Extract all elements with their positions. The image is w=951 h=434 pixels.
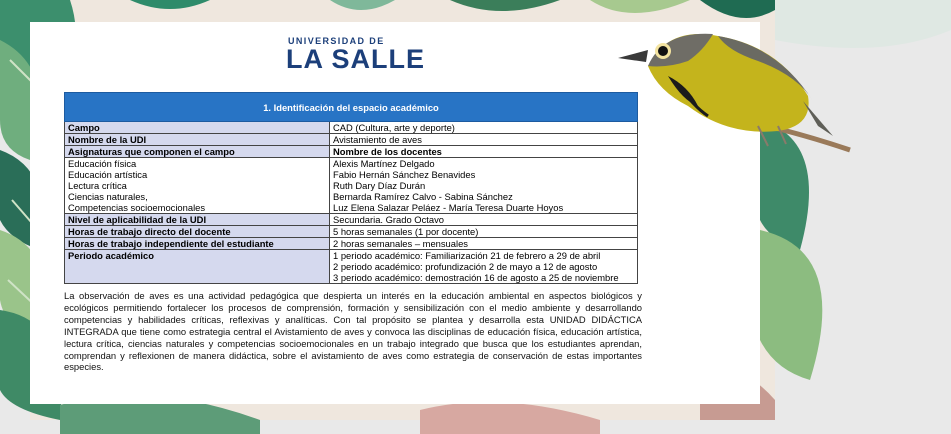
row-value: Avistamiento de aves <box>330 134 638 146</box>
teacher-item: Luz Elena Salazar Peláez - María Teresa Duarte Hoyos <box>333 202 564 213</box>
row-label: Asignaturas que componen el campo <box>65 146 330 158</box>
row-label: Horas de trabajo independiente del estudiante <box>65 238 330 250</box>
row-value: 2 horas semanales – mensuales <box>330 238 638 250</box>
teacher-item: Bernarda Ramírez Calvo - Sabina Sánchez <box>333 191 513 202</box>
logo-top-text: UNIVERSIDAD DE <box>288 36 385 46</box>
row-label: Nombre de la UDI <box>65 134 330 146</box>
table-row <box>65 158 638 214</box>
university-logo <box>286 36 425 72</box>
row-value: Secundaria. Grado Octavo <box>330 214 638 226</box>
table-row <box>65 238 638 250</box>
subject-item: Educación artística <box>68 169 148 180</box>
table-row <box>65 122 638 134</box>
teacher-item: Alexis Martínez Delgado <box>333 158 435 169</box>
table-title: 1. Identificación del espacio académico <box>65 93 638 122</box>
teacher-item: Ruth Dary Díaz Durán <box>333 180 426 191</box>
table-row <box>65 214 638 226</box>
academic-space-table <box>64 92 638 284</box>
table-row <box>65 146 638 158</box>
period-item: 3 periodo académico: demostración 16 de agosto a 25 de noviembre <box>333 272 619 283</box>
subject-item: Lectura crítica <box>68 180 127 191</box>
row-label: Horas de trabajo directo del docente <box>65 226 330 238</box>
teacher-item: Fabio Hernán Sánchez Benavides <box>333 169 476 180</box>
description-paragraph: La observación de aves es una actividad pedagógica que despierta un interés en la educación ambiental en aspectos biológicos y ecológicos permitiendo fortalecer los procesos de comprensión, formación y sensibilización con el medio ambiente y desarrollando competencias y habilidades críticas, reflexivas y analíticas. Con tal propósito se plantea y desarrolla esta UNIDAD DIDÁCTICA INTEGRADA que tiene como estrategia central el Avistamiento de aves y convoca las disciplinas de educación física, educación artística, lectura crítica, ciencias naturales y competencias socioemocionales en un trabajo integrado que busca que los estudiantes aprendan, comprendan y reflexionen de manera didáctica, sobre el avistamiento de aves como estrategia de conservación de estas importantes especies. <box>62 290 644 378</box>
subjects-cell <box>65 158 330 214</box>
row-value: CAD (Cultura, arte y deporte) <box>330 122 638 134</box>
period-item: 1 periodo académico: Familiarización 21 de febrero a 29 de abril <box>333 250 601 261</box>
row-label: Campo <box>65 122 330 134</box>
logo-main-text: LA SALLE <box>286 44 425 74</box>
period-item: 2 periodo académico: profundización 2 de mayo a 12 de agosto <box>333 261 598 272</box>
bird-illustration <box>608 6 843 156</box>
periods-cell <box>330 250 638 284</box>
row-label: Nivel de aplicabilidad de la UDI <box>65 214 330 226</box>
row-value: Nombre de los docentes <box>330 146 638 158</box>
row-value: 5 horas semanales (1 por docente) <box>330 226 638 238</box>
table-row <box>65 226 638 238</box>
teachers-cell <box>330 158 638 214</box>
subject-item: Ciencias naturales, <box>68 191 148 202</box>
subject-item: Competencias socioemocionales <box>68 202 206 213</box>
table-row <box>65 134 638 146</box>
table-row <box>65 250 638 284</box>
subject-item: Educación física <box>68 158 137 169</box>
period-label: Periodo académico <box>65 250 330 284</box>
